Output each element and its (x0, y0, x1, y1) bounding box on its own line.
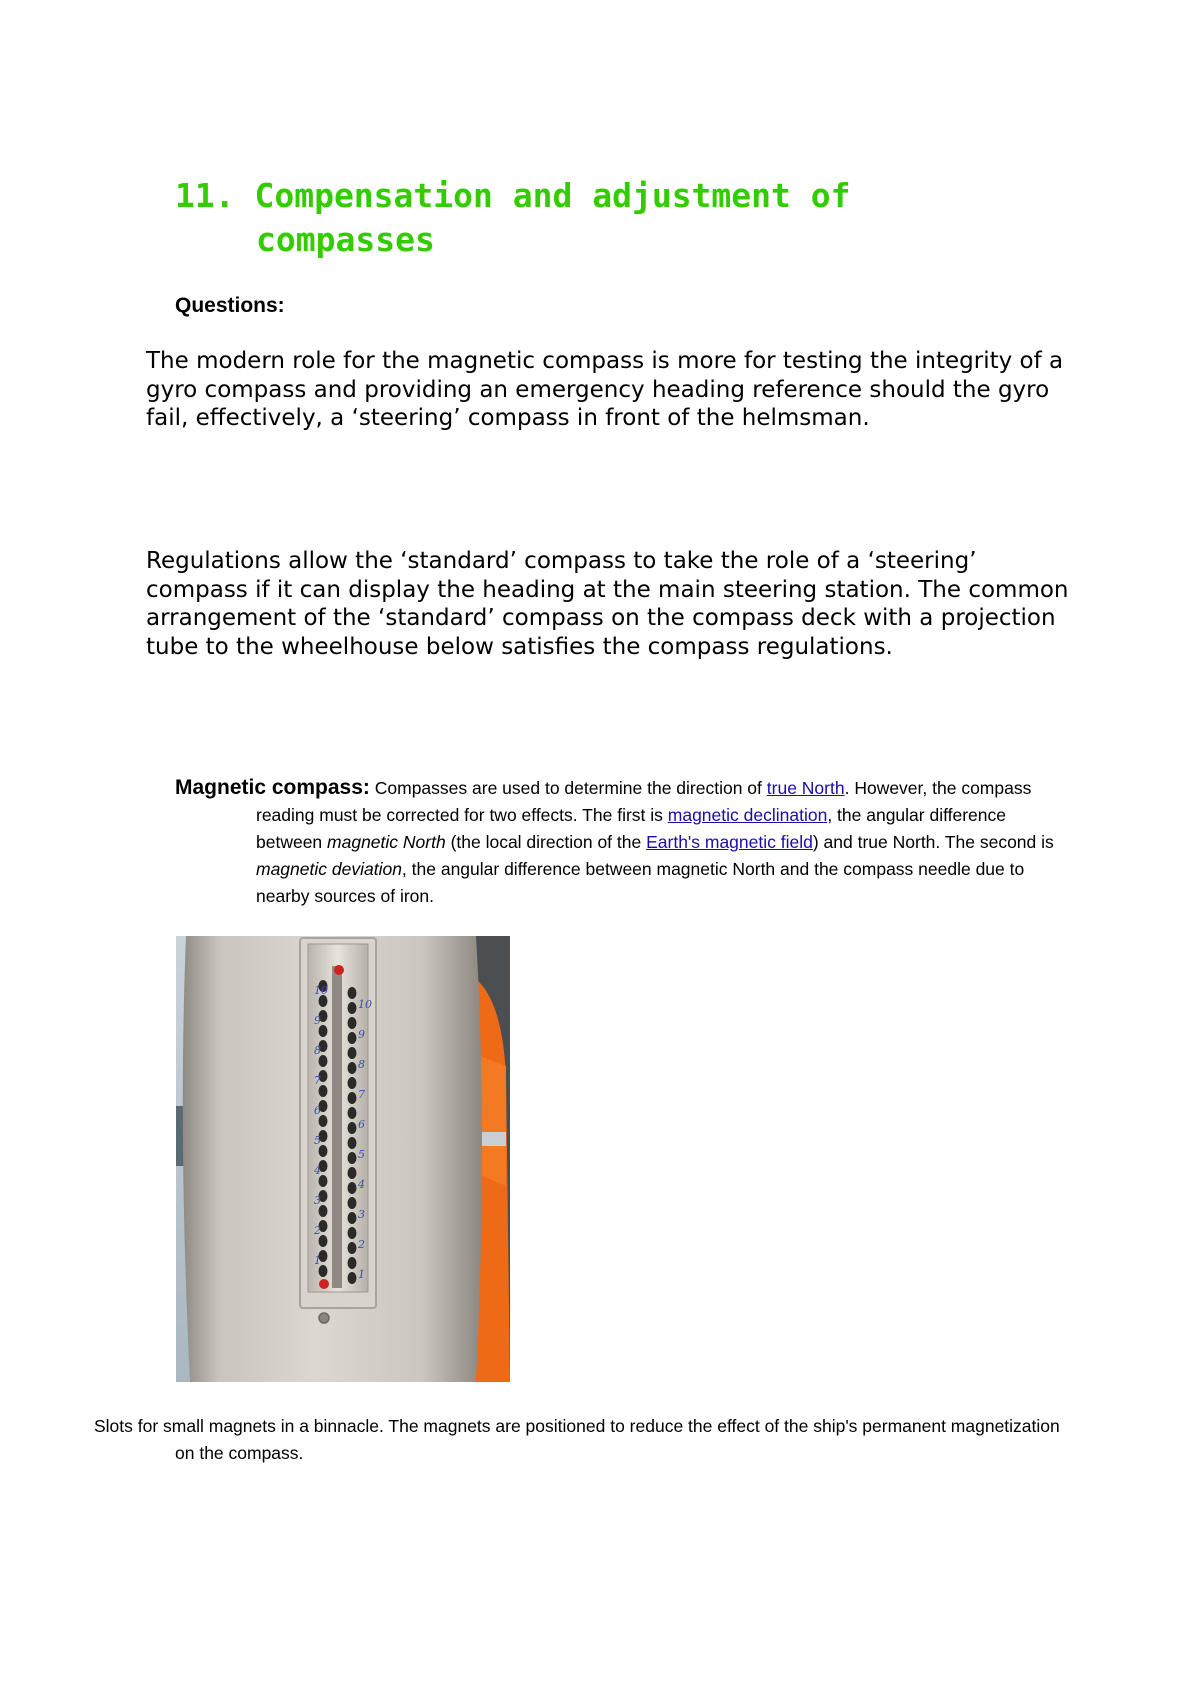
slot-number-left: 2 (314, 1224, 321, 1237)
magnet-slot (348, 1257, 357, 1269)
magnet-slot (348, 1062, 357, 1074)
magnet-slot (348, 1092, 357, 1104)
slot-number-left: 1 (314, 1254, 321, 1267)
slot-number-left: 5 (314, 1134, 321, 1147)
slot-number-left: 9 (314, 1014, 321, 1027)
questions-label: Questions: (175, 294, 285, 317)
magnet-slot (348, 1047, 357, 1059)
slot-number-left: 10 (314, 984, 328, 997)
magnetic-compass-lead: Magnetic compass: (175, 776, 370, 799)
slot-number-left: 7 (314, 1074, 321, 1087)
slot-number-right: 3 (358, 1208, 365, 1221)
magnet-slot (348, 1122, 357, 1134)
magnet-slot (348, 1002, 357, 1014)
magnet-slot (348, 1032, 357, 1044)
slot-number-right: 8 (358, 1058, 365, 1071)
text-segment: (the local direction of the (445, 832, 647, 852)
magnet-slot (348, 1152, 357, 1164)
slot-number-right: 1 (358, 1268, 365, 1281)
magnet-slot (348, 1107, 357, 1119)
text-segment: , the angular difference between (256, 805, 1007, 852)
magnet-slot (348, 1212, 357, 1224)
magnet-slot (348, 1137, 357, 1149)
magnet-slot (348, 1227, 357, 1239)
magnet-slot (348, 1197, 357, 1209)
magnetic-compass-paragraph (175, 774, 1075, 910)
link-earths-magnetic-field[interactable]: Earth's magnetic field (646, 832, 813, 852)
magnet-slot (348, 987, 357, 999)
magnet-slot (348, 1182, 357, 1194)
paragraph-modern-role: The modern role for the magnetic compass is more for testing the integrity of a gyro compass and providing an emergency heading reference should the gyro fail, effectively, a ‘steering’ compass in front of the helmsman. (146, 348, 1064, 431)
slot-number-right: 4 (358, 1178, 365, 1191)
slot-number-left: 3 (314, 1194, 321, 1207)
magnet-slot (348, 1242, 357, 1254)
binnacle-magnet-slots-photo-icon (176, 936, 510, 1382)
link-magnetic-declination[interactable]: magnetic declination (667, 805, 828, 825)
link-true-north[interactable]: true North (766, 778, 845, 798)
text-segment: ) and true North. The second is (812, 832, 1054, 852)
magnet-slot (348, 1167, 357, 1179)
text-segment: , the angular difference between magnetic North and the compass needle due to nearby sources of iron. (256, 859, 1025, 906)
magnet-slot (348, 1017, 357, 1029)
magnet-slot (348, 1272, 357, 1284)
slot-number-right: 6 (358, 1118, 365, 1131)
slot-number-right: 7 (358, 1088, 365, 1101)
emphasis-magnetic-north: magnetic North (327, 832, 446, 852)
emphasis-magnetic-deviation: magnetic deviation (256, 859, 402, 879)
binnacle-photo (176, 936, 510, 1382)
text-segment: . However, the compass reading must be corrected for two effects. The first is (256, 778, 1032, 825)
slot-number-right: 9 (358, 1028, 365, 1041)
page-title (175, 174, 1035, 262)
photo-caption: Slots for small magnets in a binnacle. The magnets are positioned to reduce the effect of the ship's permanent magnetization on the compass. (94, 1416, 1060, 1463)
paragraph-regulations: Regulations allow the ‘standard’ compass to take the role of a ‘steering’ compass if it can display the heading at the main steering station. The common arrangement of the ‘standard’ compass on the compass deck with a projection tube to the wheelhouse below satisfies the compass regulations. (146, 548, 1069, 660)
slot-number-right: 10 (358, 998, 372, 1011)
slot-number-right: 2 (358, 1238, 365, 1251)
slot-number-left: 6 (314, 1104, 321, 1117)
slot-number-right: 5 (358, 1148, 365, 1161)
slot-number-left: 4 (314, 1164, 321, 1177)
page-title-line1: 11. Compensation and adjustment of (175, 176, 851, 215)
slot-number-left: 8 (314, 1044, 321, 1057)
page-title-line2: compasses (256, 220, 435, 259)
magnet-slot (348, 1077, 357, 1089)
text-segment: Compasses are used to determine the direction of (369, 778, 767, 798)
